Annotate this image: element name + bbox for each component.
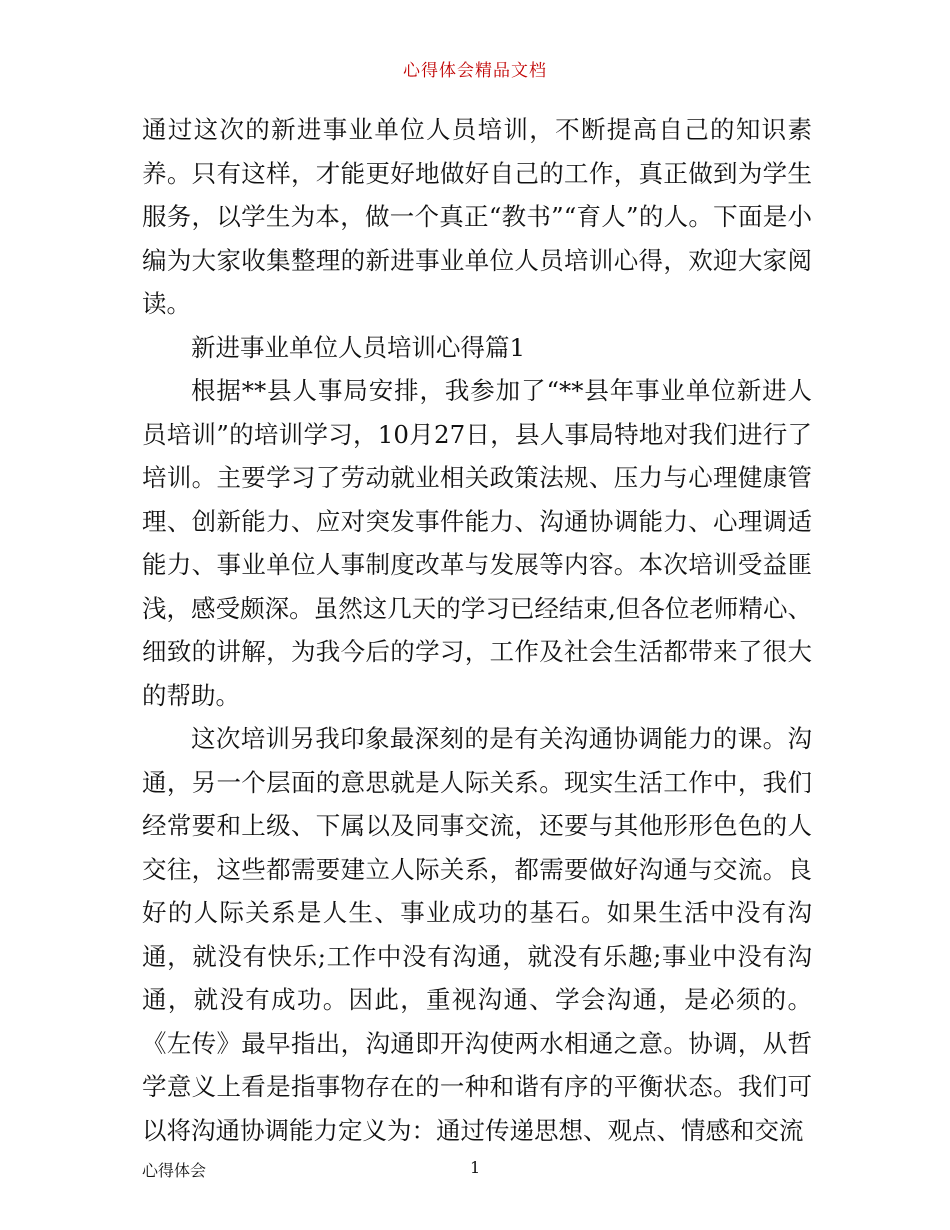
- page-number: 1: [470, 1158, 481, 1177]
- page-header-title: 心得体会精品文档: [403, 61, 547, 81]
- body-paragraph: 根据**县人事局安排，我参加了“**县年事业单位新进人员培训”的培训学习，10月27日，县人事局特地对我们进行了培训。主要学习了劳动就业相关政策法规、压力与心理健康管理、创新能力、应对突发事件能力、沟通协调能力、心理调适能力、事业单位人事制度改革与发展等内容。本次培训受益匪浅，感受颇深。虽然这几天的学习已经结束,但各位老师精心、细致的讲解，为我今后的学习，工作及社会生活都带来了很大的帮助。: [142, 376, 812, 710]
- section-heading: 新进事业单位人员培训心得篇1: [191, 332, 526, 362]
- intro-paragraph: 通过这次的新进事业单位人员培训，不断提高自己的知识素养。只有这样，才能更好地做好自己的工作，真正做到为学生服务，以学生为本，做一个真正“教书”“育人”的人。下面是小编为大家收集整理的新进事业单位人员培训心得，欢迎大家阅读。: [142, 115, 812, 318]
- document-body: [142, 108, 812, 1152]
- footer-label: 心得体会: [142, 1161, 207, 1180]
- body-paragraph: 这次培训另我印象最深刻的是有关沟通协调能力的课。沟通，另一个层面的意思就是人际关系。现实生活工作中，我们经常要和上级、下属以及同事交流，还要与其他形形色色的人交往，这些都需要建立人际关系，都需要做好沟通与交流。良好的人际关系是人生、事业成功的基石。如果生活中没有沟通，就没有快乐;工作中没有沟通，就没有乐趣;事业中没有沟通，就没有成功。因此，重视沟通、学会沟通，是必须的。《左传》最早指出，沟通即开沟使两水相通之意。协调，从哲学意义上看是指事物存在的一种和谐有序的平衡状态。我们可以将沟通协调能力定义为：通过传递思想、观点、情感和交流: [142, 724, 812, 1145]
